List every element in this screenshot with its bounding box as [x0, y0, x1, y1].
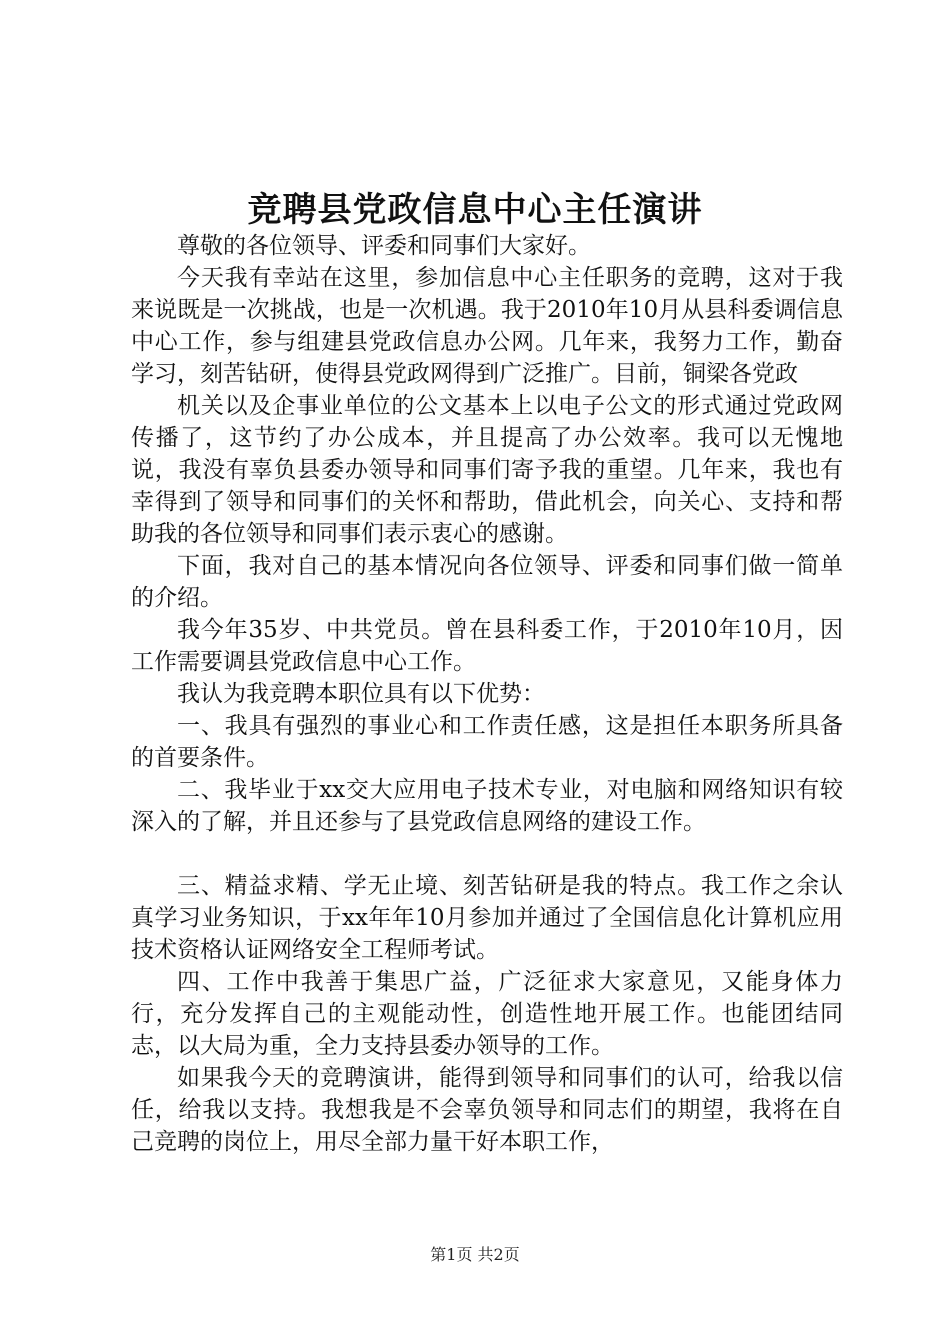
paragraph-advantage-1: 一、我具有强烈的事业心和工作责任感，这是担任本职务所具备的首要条件。 [131, 713, 843, 771]
paragraph-opening: 今天我有幸站在这里，参加信息中心主任职务的竞聘，这对于我来说既是一次挑战，也是一次机遇。我于2010年10月从县科委调信息中心工作，参与组建县党政信息办公网。几年来，我努力工作，勤奋学习，刻苦钻研，使得县党政网得到广泛推广。目前，铜梁各党政 [131, 265, 843, 387]
paragraph-closing: 如果我今天的竞聘演讲，能得到领导和同事们的认可，给我以信任，给我以支持。我想我是不会辜负领导和同志们的期望，我将在自己竞聘的岗位上，用尽全部力量干好本职工作， [131, 1065, 843, 1155]
paragraph-advantage-4: 四、工作中我善于集思广益，广泛征求大家意见，又能身体力行，充分发挥自己的主观能动性，创造性地开展工作。也能团结同志，以大局为重，全力支持县委办领导的工作。 [131, 969, 843, 1059]
paragraph-background: 我今年35岁、中共党员。曾在县科委工作，于2010年10月，因工作需要调县党政信息中心工作。 [131, 617, 843, 675]
paragraph-advantage-2: 二、我毕业于xx交大应用电子技术专业，对电脑和网络知识有较深入的了解，并且还参与了县党政信息网络的建设工作。 [131, 777, 843, 835]
paragraph-greeting: 尊敬的各位领导、评委和同事们大家好。 [177, 233, 591, 259]
paragraph-advantage-3: 三、精益求精、学无止境、刻苦钻研是我的特点。我工作之余认真学习业务知识，于xx年年10月参加并通过了全国信息化计算机应用技术资格认证网络安全工程师考试。 [131, 873, 843, 963]
paragraph-intro: 下面，我对自己的基本情况向各位领导、评委和同事们做一简单的介绍。 [131, 553, 843, 611]
document-title: 竞聘县党政信息中心主任演讲 [247, 190, 703, 230]
document-body [131, 230, 843, 1158]
paragraph-advantages-heading: 我认为我竞聘本职位具有以下优势： [177, 681, 545, 707]
page-number: 第1页 共2页 [430, 1245, 520, 1264]
paragraph-achievements: 机关以及企事业单位的公文基本上以电子公文的形式通过党政网传播了，这节约了办公成本，并且提高了办公效率。我可以无愧地说，我没有辜负县委办领导和同事们寄予我的重望。几年来，我也有幸得到了领导和同事们的关怀和帮助，借此机会，向关心、支持和帮助我的各位领导和同事们表示衷心的感谢。 [131, 393, 843, 547]
